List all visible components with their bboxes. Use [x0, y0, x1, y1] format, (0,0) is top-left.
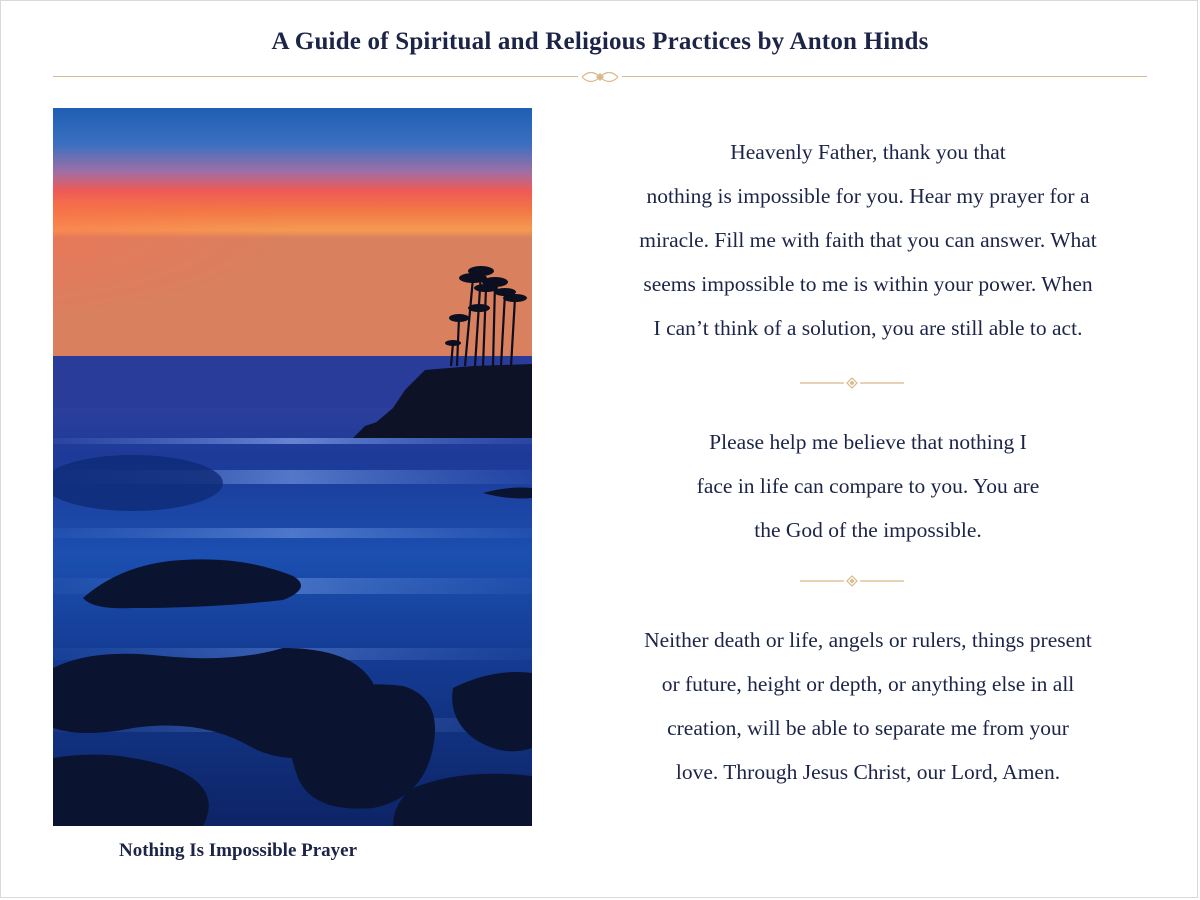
- divider-ornament-icon: [800, 575, 904, 587]
- prayer-line: creation, will be able to separate me from your: [667, 716, 1069, 740]
- prayer-line: Please help me believe that nothing I: [709, 430, 1027, 454]
- prayer-line: Neither death or life, angels or rulers, things present: [644, 628, 1092, 652]
- prayer-line: or future, height or depth, or anything else in all: [661, 672, 1075, 696]
- divider-ornament-icon: [800, 377, 904, 389]
- prayer-line: face in life can compare to you. You are: [696, 474, 1040, 498]
- prayer-paragraph-2: [600, 420, 1136, 552]
- prayer-line: miracle. Fill me with faith that you can answer. What: [639, 228, 1097, 252]
- prayer-line: Heavenly Father, thank you that: [730, 140, 1006, 164]
- prayer-line: nothing is impossible for you. Hear my prayer for a: [646, 184, 1090, 208]
- prayer-paragraph-3: [600, 618, 1136, 794]
- prayer-paragraph-1: [600, 130, 1136, 350]
- prayer-line: the God of the impossible.: [754, 518, 982, 542]
- page-title: A Guide of Spiritual and Religious Practices by Anton Hinds: [271, 28, 929, 55]
- prayer-line: I can’t think of a solution, you are still able to act.: [653, 316, 1083, 340]
- sunset-ocean-photo: [53, 108, 532, 826]
- photo-caption: Nothing Is Impossible Prayer: [119, 840, 358, 861]
- ornament-icon: [578, 68, 622, 86]
- prayer-line: love. Through Jesus Christ, our Lord, Amen.: [675, 760, 1061, 784]
- prayer-line: seems impossible to me is within your power. When: [643, 272, 1093, 296]
